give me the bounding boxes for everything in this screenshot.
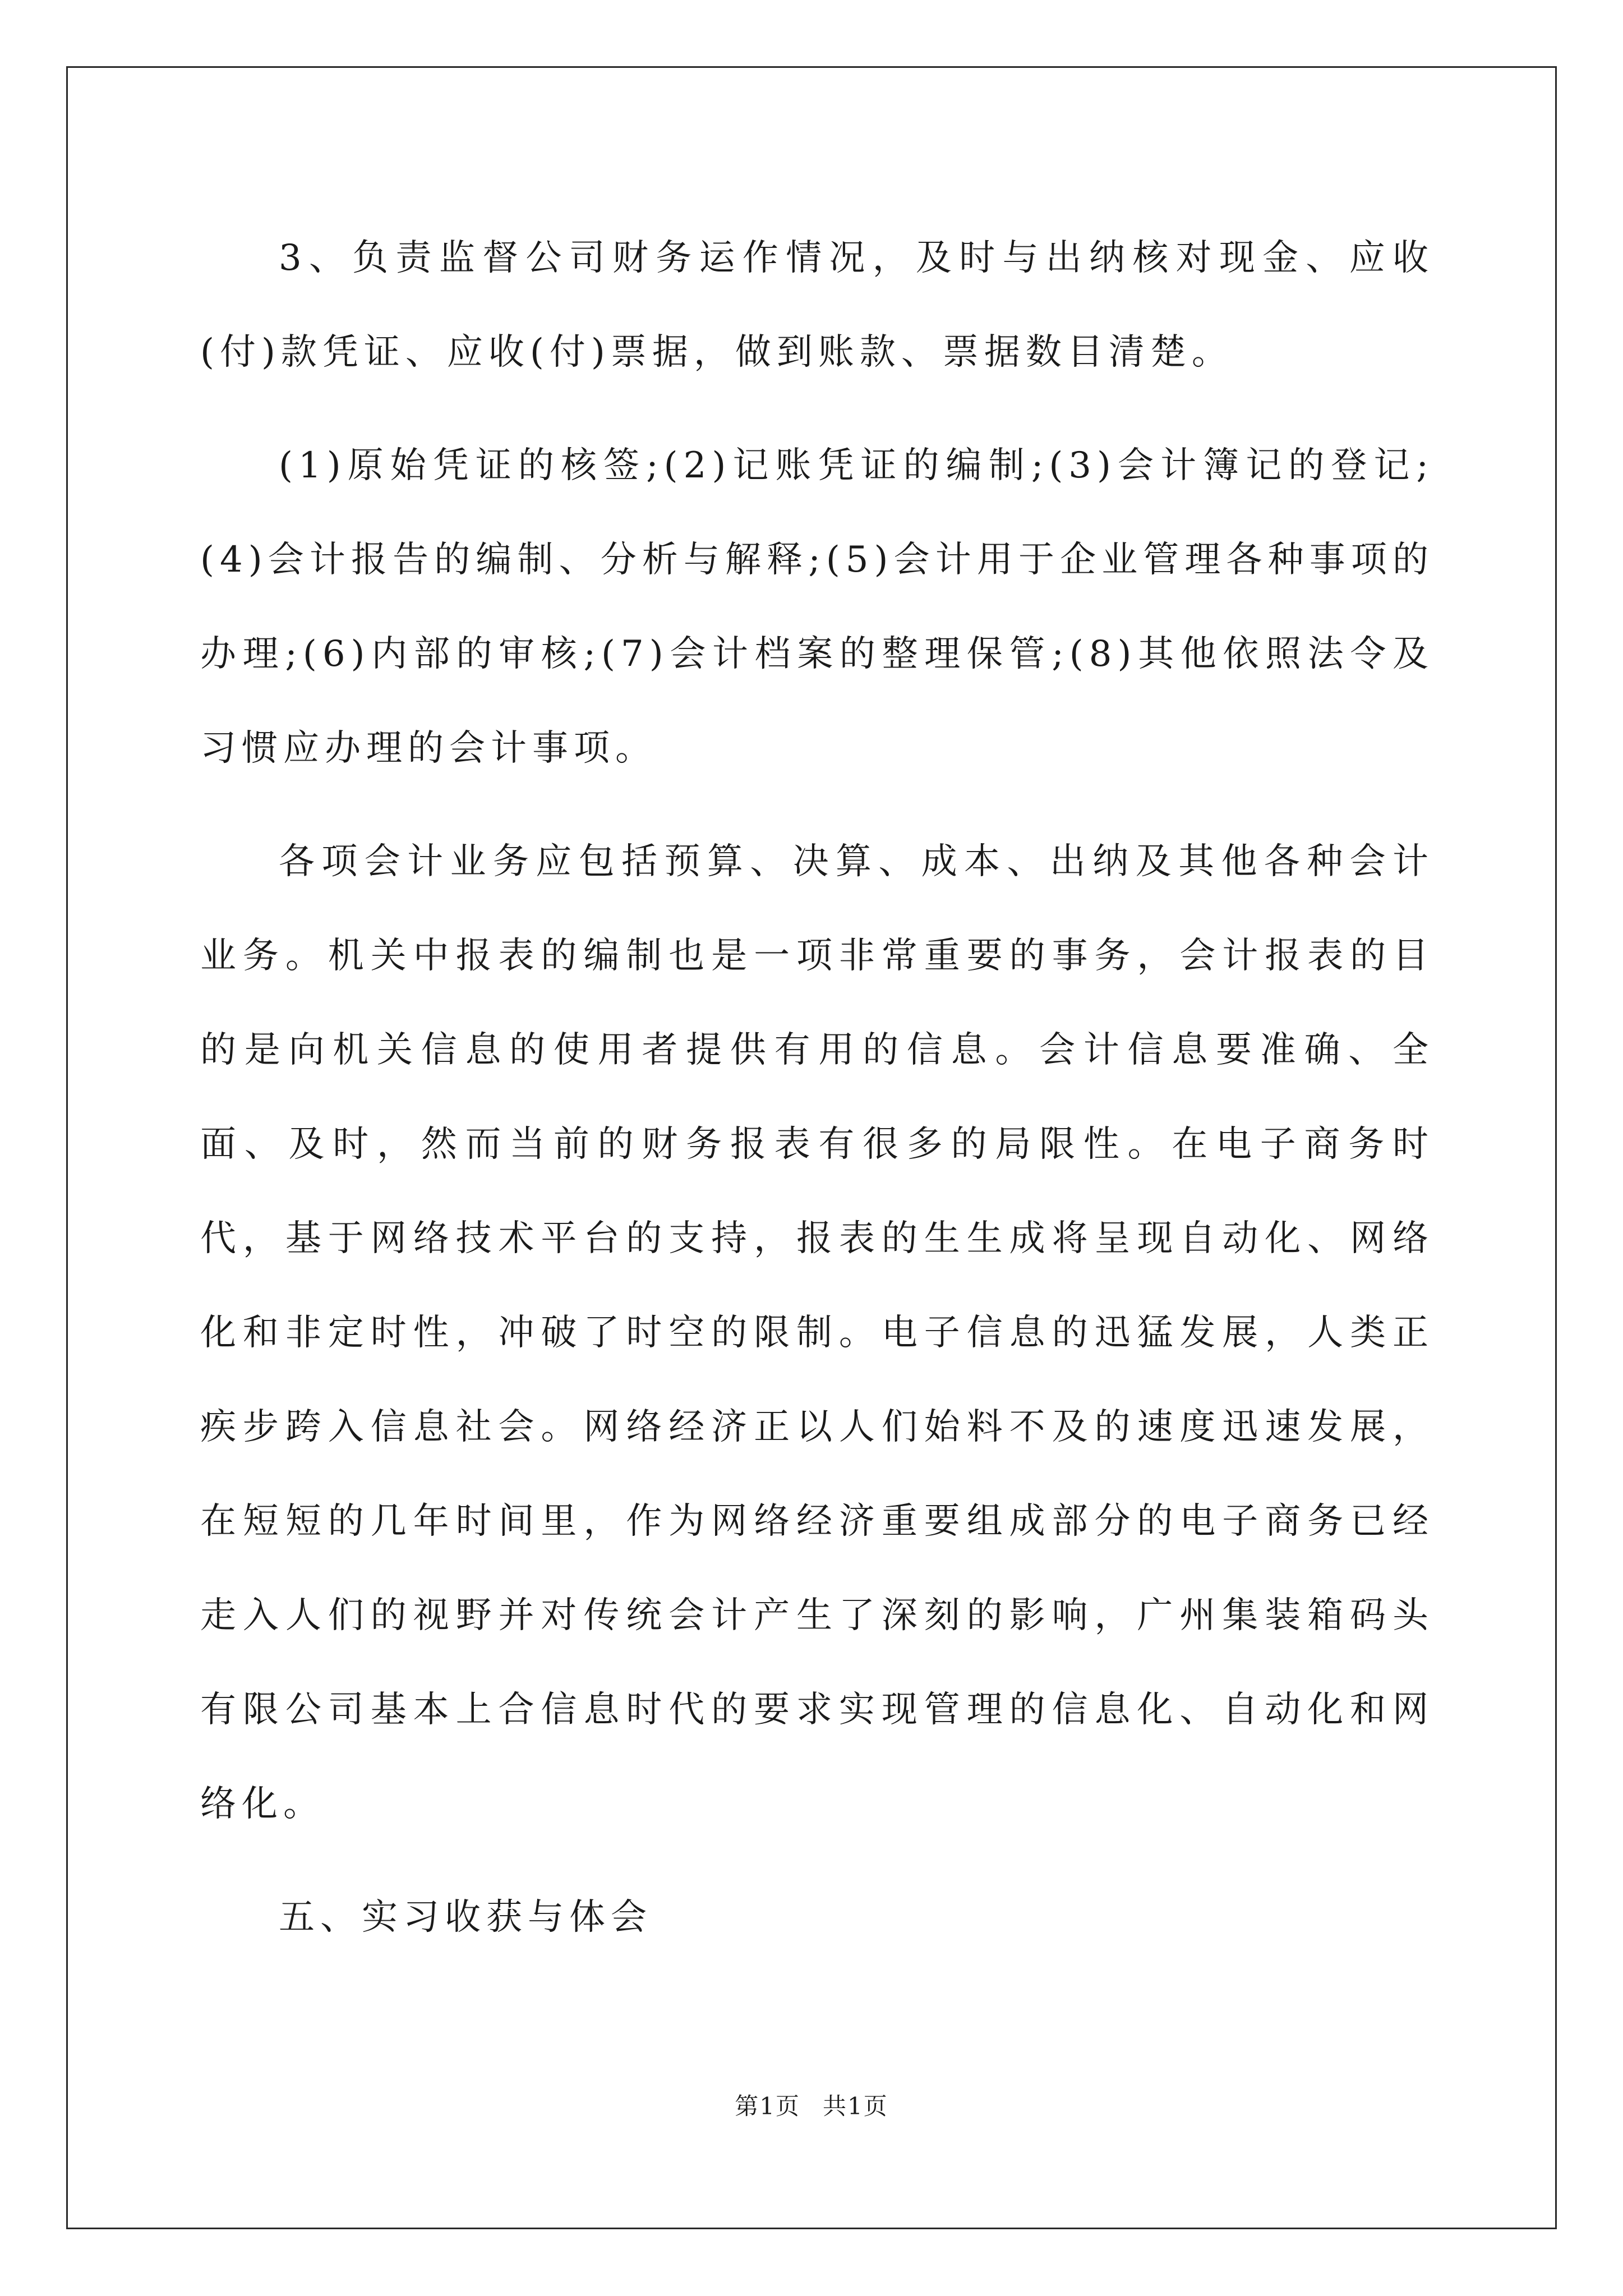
document-body [200, 211, 1434, 1984]
page-count: 共1页 [823, 2092, 888, 2120]
paragraph-accounting-business: 各项会计业务应包括预算、决算、成本、出纳及其他各种会计业务。机关中报表的编制也是一项非常重要的事务，会计报表的目的是向机关信息的使用者提供有用的信息。会计信息要准确、全面、及时，然而当前的财务报表有很多的局限性。在电子商务时代，基于网络技术平台的支持，报表的生生成将呈现自动化、网络化和非定时性，冲破了时空的限制。电子信息的迅猛发展，人类正疾步跨入信息社会。网络经济正以人们始料不及的速度迅速发展，在短短的几年时间里，作为网络经济重要组成部分的电子商务已经走入人们的视野并对传统会计产生了深刻的影响，广州集装箱码头有限公司基本上合信息时代的要求实现管理的信息化、自动化和网络化。 [200, 841, 1434, 1825]
section-heading: 五、实习收获与体会 [279, 1897, 652, 1938]
page-number: 第1页 [735, 2092, 800, 2120]
paragraph-duties: 3、负责监督公司财务运作情况，及时与出纳核对现金、应收(付)款凭证、应收(付)票据，做到账款、票据数目清楚。 [200, 237, 1434, 373]
page-footer [0, 2088, 1623, 2122]
paragraph-accounting-items: (1)原始凭证的核签;(2)记账凭证的编制;(3)会计簿记的登记;(4)会计报告的编制、分析与解释;(5)会计用于企业管理各种事项的办理;(6)内部的审核;(7)会计档案的整理保管;(8)其他依照法令及习惯应办理的会计事项。 [200, 445, 1434, 769]
